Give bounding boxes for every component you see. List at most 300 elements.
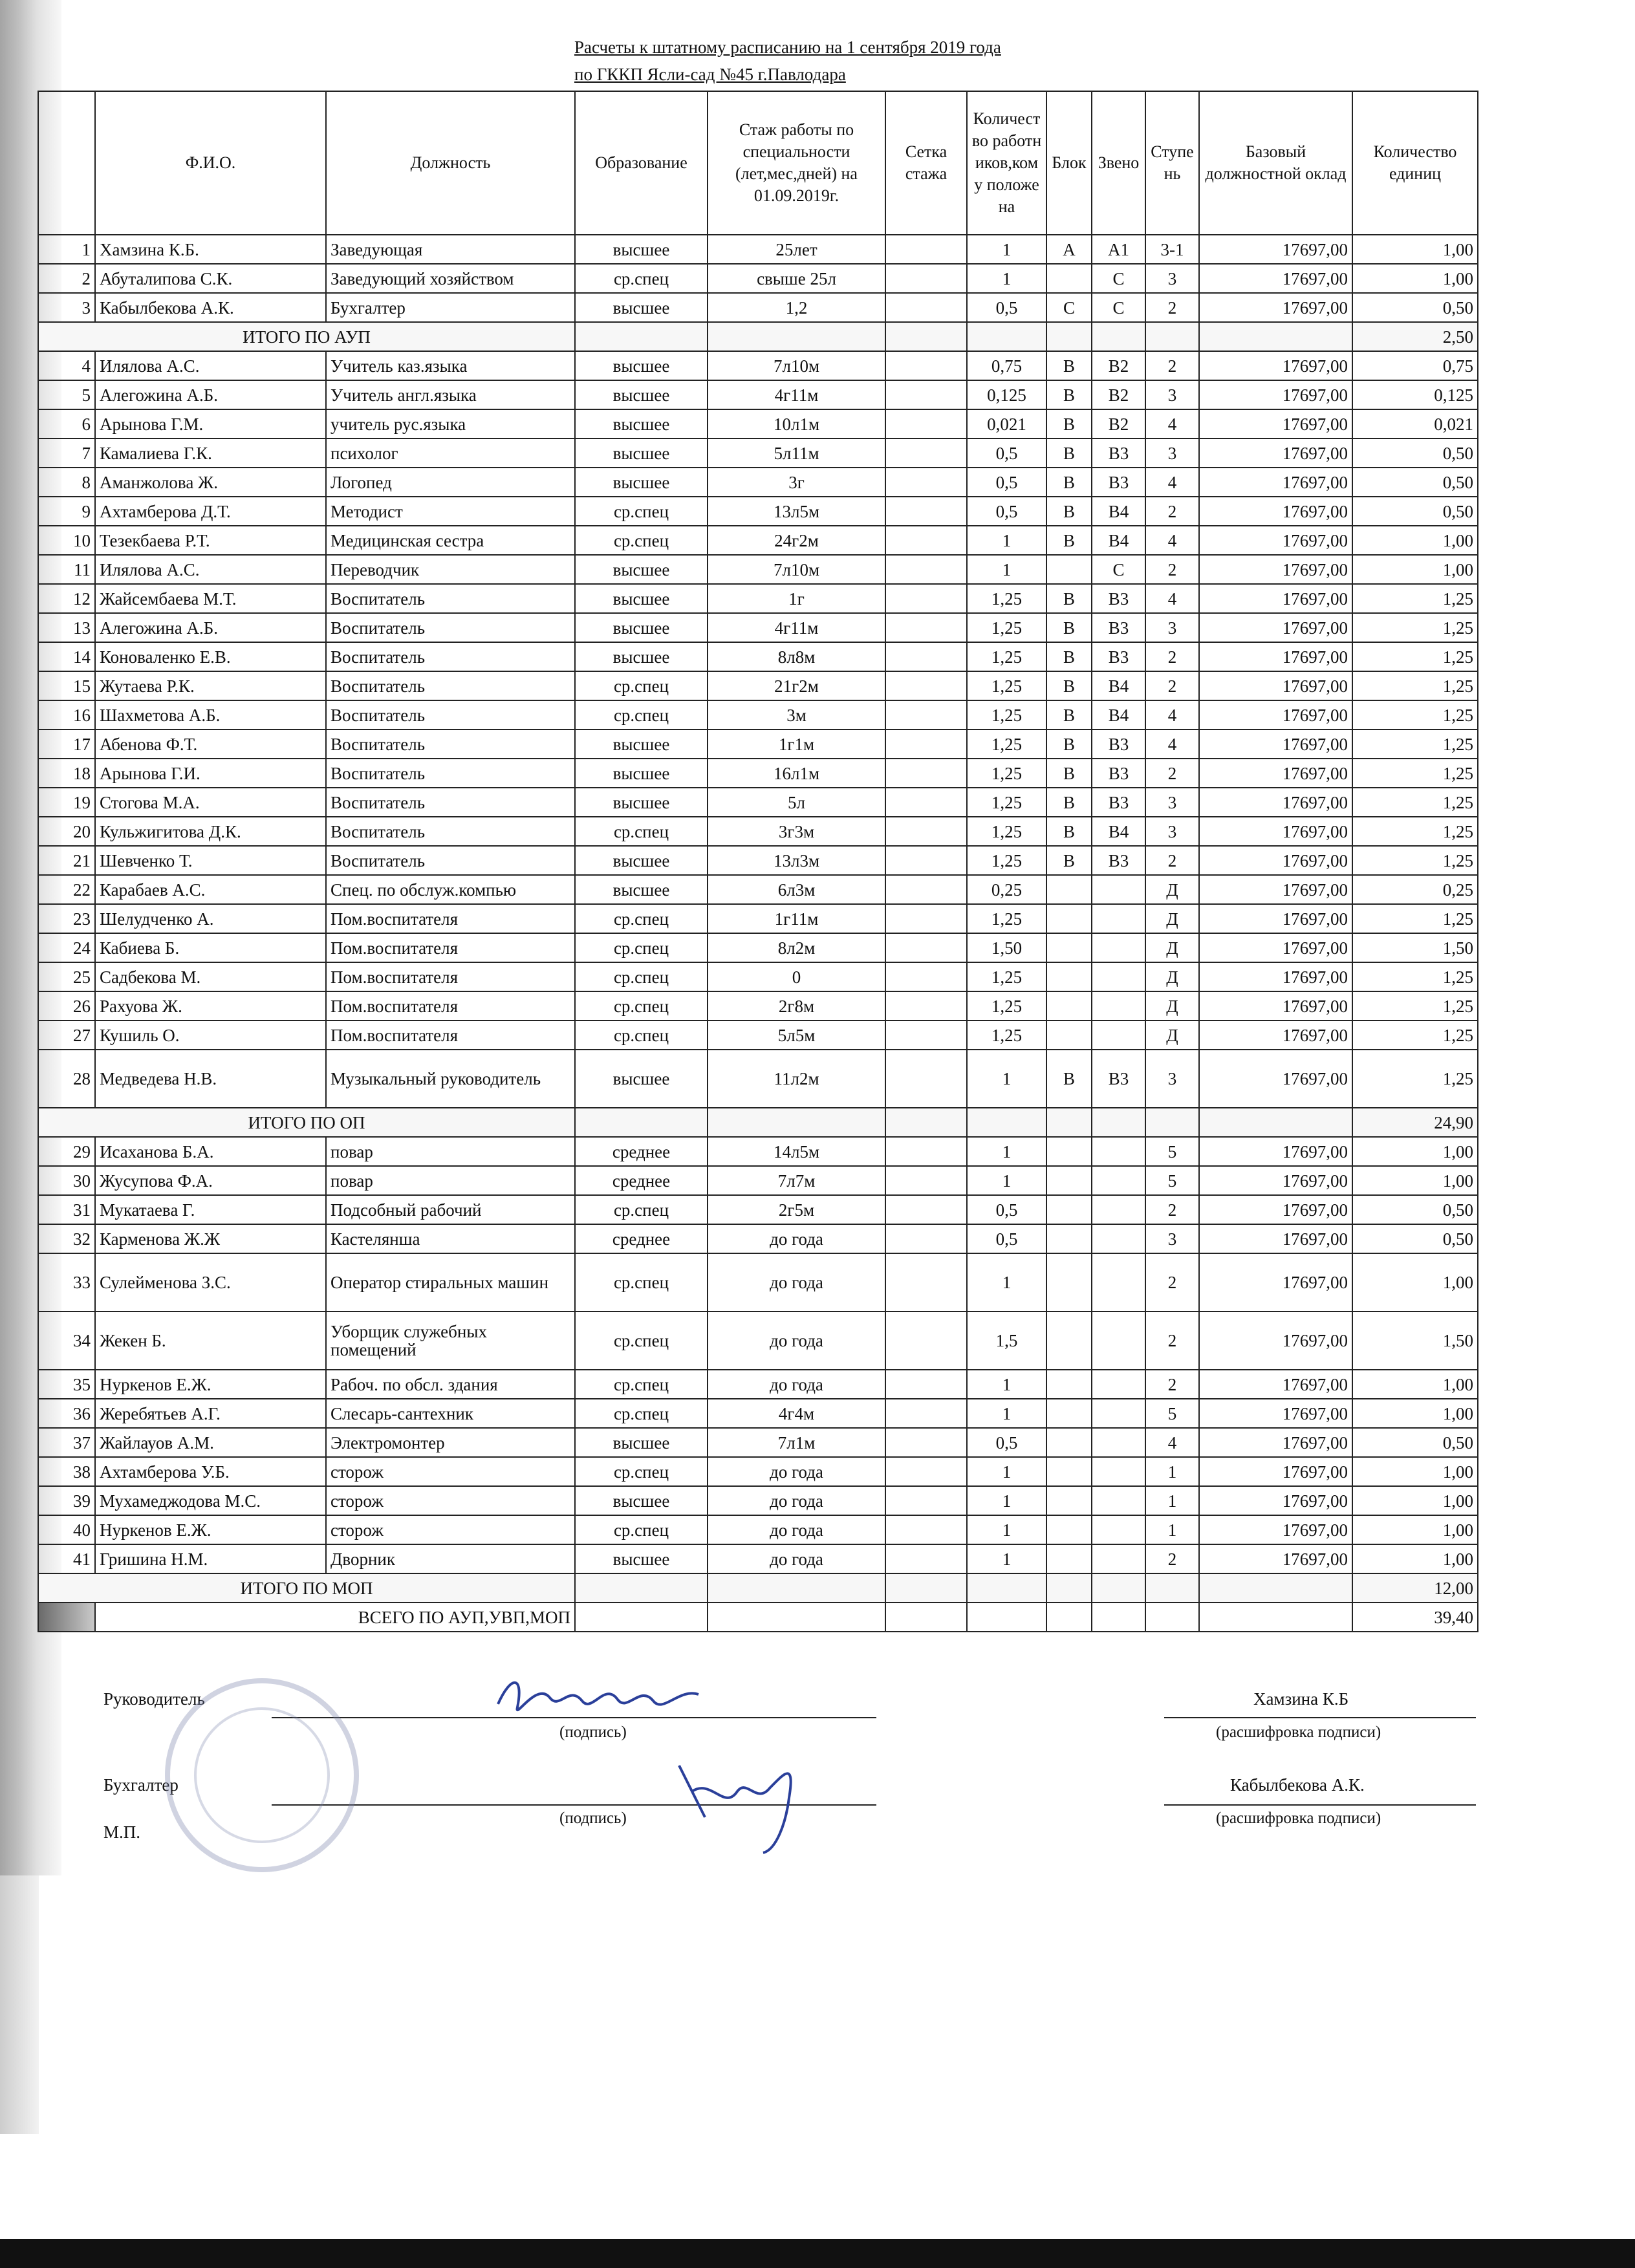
row-salary: 17697,00 [1199,1370,1352,1399]
row-experience: до года [708,1253,885,1312]
row-number: 14 [38,642,95,671]
row-number: 30 [38,1166,95,1195]
table-row [38,846,1478,875]
row-experience: 3м [708,700,885,729]
row-experience: 6л3м [708,875,885,904]
row-block [1046,1137,1092,1166]
row-zveno: В3 [1092,759,1145,788]
row-education: высшее [575,1428,708,1457]
row-zveno: В2 [1092,409,1145,438]
row-count: 1,25 [967,642,1046,671]
row-count: 1 [967,1050,1046,1108]
row-units: 1,25 [1352,1050,1478,1108]
row-fio: Аманжолова Ж. [95,468,326,497]
table-row [38,264,1478,293]
row-experience: 1г11м [708,904,885,933]
row-step: 2 [1145,1370,1199,1399]
document-subtitle: по ГККП Ясли-сад №45 г.Павлодара [574,65,846,84]
row-salary: 17697,00 [1199,817,1352,846]
table-row [38,1195,1478,1224]
row-step: 5 [1145,1166,1199,1195]
row-step: 3 [1145,1050,1199,1108]
row-grid [885,1021,967,1050]
row-block: В [1046,642,1092,671]
row-number: 29 [38,1137,95,1166]
header-block: Блок [1046,91,1092,235]
table-row [38,1515,1478,1544]
table-row [38,613,1478,642]
row-experience: 16л1м [708,759,885,788]
row-block: А [1046,235,1092,264]
row-block [1046,933,1092,962]
row-salary: 17697,00 [1199,846,1352,875]
row-units: 1,00 [1352,1166,1478,1195]
row-zveno: А1 [1092,235,1145,264]
row-units: 0,021 [1352,409,1478,438]
scan-shadow-left-lower [0,1875,39,2134]
row-step: 4 [1145,729,1199,759]
row-experience: до года [708,1486,885,1515]
row-units: 1,00 [1352,526,1478,555]
row-number: 34 [38,1312,95,1370]
row-salary: 17697,00 [1199,1515,1352,1544]
row-number: 35 [38,1370,95,1399]
row-fio: Жутаева Р.К. [95,671,326,700]
row-experience: до года [708,1515,885,1544]
row-units: 0,50 [1352,497,1478,526]
row-zveno: В4 [1092,700,1145,729]
row-salary: 17697,00 [1199,380,1352,409]
row-count: 0,5 [967,1195,1046,1224]
row-number: 12 [38,584,95,613]
row-education: ср.спец [575,1312,708,1370]
row-grid [885,700,967,729]
row-position: Воспитатель [326,584,575,613]
row-units: 0,125 [1352,380,1478,409]
row-grid [885,526,967,555]
table-row [38,351,1478,380]
head-signature-scribble [492,1669,705,1727]
row-units: 1,00 [1352,1544,1478,1573]
row-education: ср.спец [575,1253,708,1312]
table-row [38,1050,1478,1108]
row-position: Музыкальный руководитель [326,1050,575,1108]
row-number: 8 [38,468,95,497]
row-salary: 17697,00 [1199,1224,1352,1253]
row-education: среднее [575,1137,708,1166]
row-units: 0,50 [1352,1428,1478,1457]
row-position: Методист [326,497,575,526]
row-fio: Стогова М.А. [95,788,326,817]
row-position: Уборщик служебных помещений [326,1312,575,1370]
row-grid [885,904,967,933]
table-row [38,1457,1478,1486]
row-experience: 1,2 [708,293,885,322]
row-grid [885,642,967,671]
row-fio: Абенова Ф.Т. [95,729,326,759]
row-position: Воспитатель [326,642,575,671]
row-number: 19 [38,788,95,817]
head-name: Хамзина К.Б [1253,1689,1349,1709]
row-block: С [1046,293,1092,322]
row-position: Рабоч. по обсл. здания [326,1370,575,1399]
row-education: высшее [575,642,708,671]
row-step: 3 [1145,380,1199,409]
row-block [1046,1428,1092,1457]
row-experience: 7л10м [708,351,885,380]
row-block: В [1046,759,1092,788]
row-count: 1,25 [967,671,1046,700]
row-block [1046,1544,1092,1573]
row-education: высшее [575,584,708,613]
row-step: 3 [1145,438,1199,468]
row-count: 1,25 [967,700,1046,729]
row-zveno [1092,1312,1145,1370]
table-row [38,759,1478,788]
row-experience: 8л2м [708,933,885,962]
row-position: Заведующая [326,235,575,264]
total-op-value: 24,90 [1352,1108,1478,1137]
row-zveno: В3 [1092,438,1145,468]
header-fio: Ф.И.О. [95,91,326,235]
row-number: 6 [38,409,95,438]
row-units: 0,50 [1352,438,1478,468]
row-count: 1,25 [967,904,1046,933]
row-zveno: В3 [1092,584,1145,613]
row-experience: 5л5м [708,1021,885,1050]
table-row [38,438,1478,468]
row-zveno [1092,875,1145,904]
table-row [38,962,1478,991]
row-education: высшее [575,788,708,817]
row-grid [885,613,967,642]
row-zveno: В3 [1092,1050,1145,1108]
row-experience: 4г4м [708,1399,885,1428]
row-grid [885,1544,967,1573]
header-zveno: Звено [1092,91,1145,235]
row-units: 1,00 [1352,235,1478,264]
row-step: Д [1145,875,1199,904]
row-units: 1,25 [1352,846,1478,875]
row-block: В [1046,613,1092,642]
row-zveno [1092,1399,1145,1428]
table-row [38,526,1478,555]
row-count: 0,5 [967,1224,1046,1253]
table-row [38,904,1478,933]
row-step: 4 [1145,526,1199,555]
head-decode-note: (расшифровка подписи) [1216,1723,1381,1741]
row-experience: 24г2м [708,526,885,555]
accountant-decode-note: (расшифровка подписи) [1216,1809,1381,1827]
row-grid [885,264,967,293]
row-zveno [1092,933,1145,962]
table-row [38,1544,1478,1573]
row-position: сторож [326,1515,575,1544]
row-block [1046,1312,1092,1370]
row-number: 9 [38,497,95,526]
row-number: 38 [38,1457,95,1486]
row-block: В [1046,788,1092,817]
table-row [38,380,1478,409]
row-grid [885,293,967,322]
table-header [38,91,1478,235]
row-grid [885,1253,967,1312]
row-experience: 4г11м [708,380,885,409]
row-zveno [1092,1544,1145,1573]
row-salary: 17697,00 [1199,875,1352,904]
row-fio: Шевченко Т. [95,846,326,875]
row-education: высшее [575,438,708,468]
row-position: Воспитатель [326,759,575,788]
row-education: среднее [575,1224,708,1253]
row-number: 11 [38,555,95,584]
row-fio: Исаханова Б.А. [95,1137,326,1166]
row-fio: Тезекбаева Р.Т. [95,526,326,555]
row-grid [885,817,967,846]
row-grid [885,846,967,875]
row-grid [885,1050,967,1108]
row-salary: 17697,00 [1199,1137,1352,1166]
row-number: 5 [38,380,95,409]
row-units: 1,25 [1352,671,1478,700]
row-number: 1 [38,235,95,264]
total-mop-label: ИТОГО ПО МОП [38,1573,575,1603]
row-grid [885,1515,967,1544]
row-units: 1,00 [1352,264,1478,293]
row-units: 1,25 [1352,991,1478,1021]
row-fio: Карменова Ж.Ж [95,1224,326,1253]
row-position: Воспитатель [326,671,575,700]
row-grid [885,875,967,904]
row-experience: 1г [708,584,885,613]
row-experience: 1г1м [708,729,885,759]
row-experience: 5л11м [708,438,885,468]
row-position: Слесарь-сантехник [326,1399,575,1428]
row-number: 17 [38,729,95,759]
table-row [38,1428,1478,1457]
row-block [1046,1486,1092,1515]
row-block [1046,264,1092,293]
row-fio: Алегожина А.Б. [95,380,326,409]
row-experience: 2г5м [708,1195,885,1224]
row-experience: свыше 25л [708,264,885,293]
row-zveno: С [1092,293,1145,322]
row-step: Д [1145,991,1199,1021]
row-zveno [1092,1457,1145,1486]
row-position: повар [326,1166,575,1195]
row-education: ср.спец [575,1021,708,1050]
row-zveno [1092,1021,1145,1050]
row-count: 1,25 [967,584,1046,613]
row-education: высшее [575,293,708,322]
row-position: Пом.воспитателя [326,991,575,1021]
row-step: 4 [1145,468,1199,497]
row-count: 0,5 [967,293,1046,322]
row-step: 3 [1145,264,1199,293]
row-number: 3 [38,293,95,322]
total-mop-row [38,1573,1478,1603]
row-units: 1,00 [1352,1370,1478,1399]
row-number: 31 [38,1195,95,1224]
row-units: 0,50 [1352,293,1478,322]
table-row [38,933,1478,962]
row-grid [885,991,967,1021]
row-grid [885,729,967,759]
row-zveno [1092,1224,1145,1253]
table-row [38,1399,1478,1428]
row-salary: 17697,00 [1199,438,1352,468]
row-salary: 17697,00 [1199,991,1352,1021]
row-step: 2 [1145,1544,1199,1573]
row-count: 1,25 [967,1021,1046,1050]
total-aup-label: ИТОГО ПО АУП [38,322,575,351]
row-step: 2 [1145,555,1199,584]
row-salary: 17697,00 [1199,1021,1352,1050]
row-fio: Кабиева Б. [95,933,326,962]
row-step: 2 [1145,351,1199,380]
stamp-seal-inner [194,1707,330,1843]
row-units: 1,50 [1352,933,1478,962]
row-fio: Кабылбекова А.К. [95,293,326,322]
row-education: ср.спец [575,962,708,991]
row-count: 1,25 [967,962,1046,991]
row-fio: Нуркенов Е.Ж. [95,1370,326,1399]
row-step: 2 [1145,1195,1199,1224]
row-fio: Арынова Г.М. [95,409,326,438]
row-block [1046,1370,1092,1399]
row-step: 2 [1145,497,1199,526]
table-row [38,293,1478,322]
row-education: ср.спец [575,1515,708,1544]
row-step: 3 [1145,788,1199,817]
table-row [38,671,1478,700]
row-count: 1,25 [967,817,1046,846]
row-experience: 4г11м [708,613,885,642]
row-salary: 17697,00 [1199,264,1352,293]
row-salary: 17697,00 [1199,642,1352,671]
row-position: Учитель англ.языка [326,380,575,409]
row-experience: 13л5м [708,497,885,526]
row-zveno: С [1092,264,1145,293]
row-fio: Жайсембаева М.Т. [95,584,326,613]
row-salary: 17697,00 [1199,526,1352,555]
row-education: высшее [575,235,708,264]
row-position: Медицинская сестра [326,526,575,555]
row-salary: 17697,00 [1199,904,1352,933]
row-position: Пом.воспитателя [326,904,575,933]
accountant-label: Бухгалтер [103,1775,179,1795]
row-grid [885,1224,967,1253]
row-position: Дворник [326,1544,575,1573]
row-position: сторож [326,1486,575,1515]
row-education: ср.спец [575,904,708,933]
row-experience: 21г2м [708,671,885,700]
row-education: ср.спец [575,933,708,962]
row-education: высшее [575,380,708,409]
row-step: Д [1145,933,1199,962]
row-grid [885,1166,967,1195]
row-position: Кастелянша [326,1224,575,1253]
row-zveno [1092,991,1145,1021]
total-aup-row [38,322,1478,351]
row-zveno: С [1092,555,1145,584]
row-salary: 17697,00 [1199,1544,1352,1573]
header-grid: Сетка стажа [885,91,967,235]
row-education: ср.спец [575,1457,708,1486]
row-block: В [1046,526,1092,555]
row-grid [885,468,967,497]
row-count: 0,25 [967,875,1046,904]
row-number: 26 [38,991,95,1021]
row-number: 15 [38,671,95,700]
row-position: Пом.воспитателя [326,962,575,991]
row-number: 2 [38,264,95,293]
row-block [1046,1253,1092,1312]
row-zveno: В4 [1092,817,1145,846]
row-count: 1,25 [967,991,1046,1021]
row-experience: до года [708,1224,885,1253]
header-position: Должность [326,91,575,235]
row-units: 0,50 [1352,1195,1478,1224]
row-block: В [1046,700,1092,729]
row-experience: 7л1м [708,1428,885,1457]
row-grid [885,1399,967,1428]
row-position: психолог [326,438,575,468]
row-fio: Мухамеджодова М.С. [95,1486,326,1515]
row-fio: Коноваленко Е.В. [95,642,326,671]
row-block [1046,875,1092,904]
row-salary: 17697,00 [1199,555,1352,584]
row-education: высшее [575,409,708,438]
row-count: 1 [967,1166,1046,1195]
table-row [38,875,1478,904]
row-count: 1 [967,235,1046,264]
row-fio: Жекен Б. [95,1312,326,1370]
row-count: 1,25 [967,759,1046,788]
row-zveno [1092,1428,1145,1457]
row-units: 1,00 [1352,1399,1478,1428]
row-fio: Илялова А.С. [95,555,326,584]
row-education: ср.спец [575,526,708,555]
row-step: 3 [1145,817,1199,846]
staffing-table [38,91,1478,1632]
grand-total-value: 39,40 [1352,1603,1478,1632]
row-count: 1,50 [967,933,1046,962]
row-grid [885,1312,967,1370]
row-fio: Алегожина А.Б. [95,613,326,642]
row-units: 0,75 [1352,351,1478,380]
row-zveno [1092,904,1145,933]
row-grid [885,235,967,264]
row-education: ср.спец [575,671,708,700]
row-zveno: В4 [1092,526,1145,555]
row-block [1046,1515,1092,1544]
row-education: ср.спец [575,817,708,846]
row-salary: 17697,00 [1199,788,1352,817]
row-number: 7 [38,438,95,468]
row-salary: 17697,00 [1199,1457,1352,1486]
row-experience: до года [708,1457,885,1486]
row-salary: 17697,00 [1199,1428,1352,1457]
row-step: 4 [1145,1428,1199,1457]
row-units: 1,25 [1352,788,1478,817]
row-grid [885,380,967,409]
row-number: 21 [38,846,95,875]
row-step: 5 [1145,1137,1199,1166]
row-zveno: В3 [1092,846,1145,875]
row-education: высшее [575,846,708,875]
row-fio: Рахуова Ж. [95,991,326,1021]
